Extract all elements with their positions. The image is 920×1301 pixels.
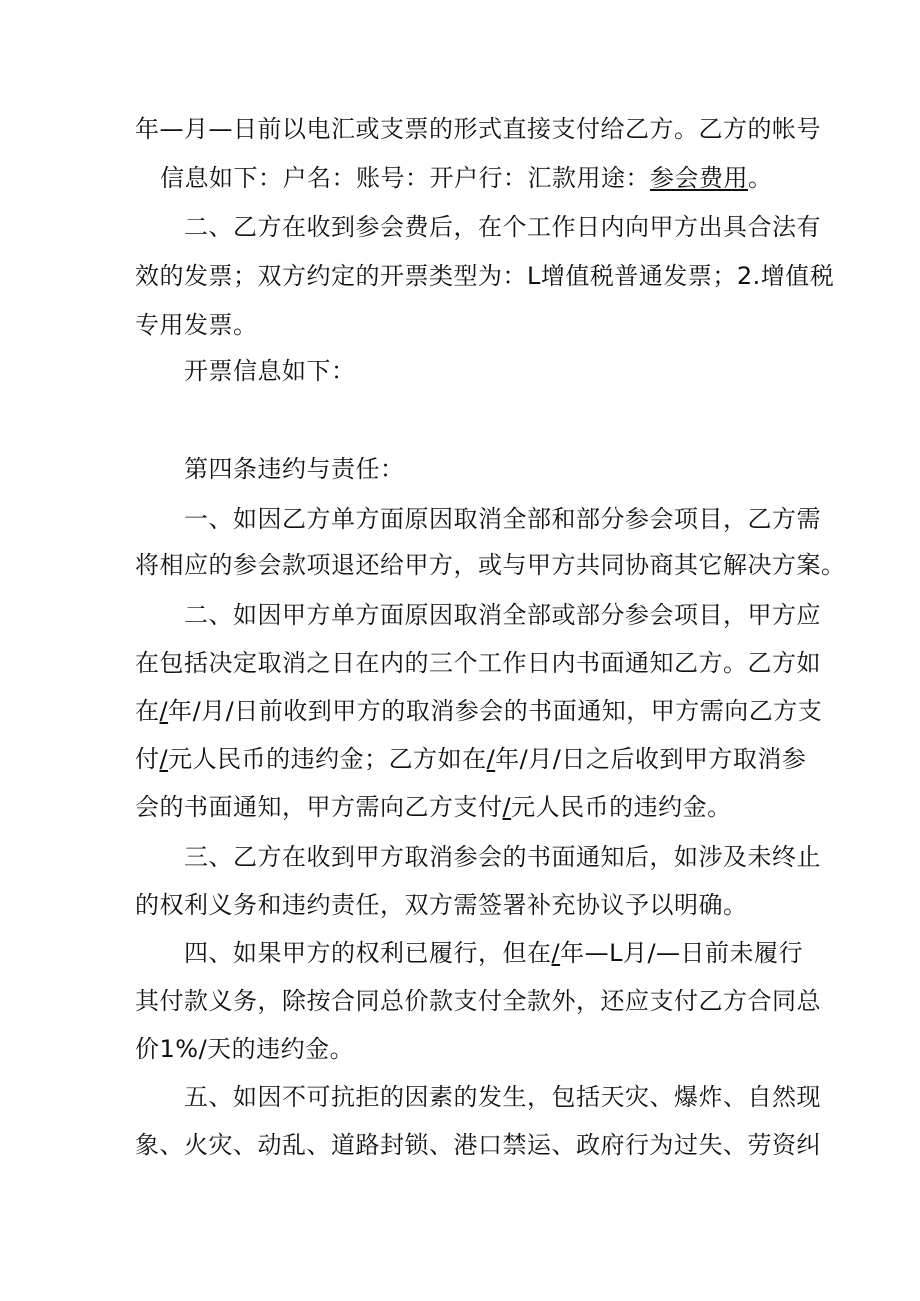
paragraph-line: 价1%/天的违约金。 — [135, 1035, 355, 1063]
text-span: 。 — [748, 164, 773, 192]
paragraph-line: 一、如因乙方单方面原因取消全部和部分参会项目，乙方需 — [184, 505, 821, 533]
paragraph-line: 开票信息如下： — [184, 357, 356, 385]
underlined-text: / — [551, 939, 561, 967]
text-span: 会的书面通知，甲方需向乙方支付 — [135, 793, 503, 821]
section-heading: 第四条违约与责任： — [184, 455, 405, 483]
paragraph-line — [160, 163, 773, 193]
text-span: 在 — [135, 697, 160, 725]
paragraph-line: 在包括决定取消之日在内的三个工作日内书面通知乙方。乙方如 — [135, 649, 821, 677]
paragraph-line: 五、如因不可抗拒的因素的发生，包括天灾、爆炸、自然现 — [184, 1083, 821, 1111]
paragraph-line: 二、乙方在收到参会费后，在个工作日内向甲方出具合法有 — [184, 213, 821, 241]
paragraph-line: 二、如因甲方单方面原因取消全部或部分参会项目，甲方应 — [184, 601, 821, 629]
paragraph-line: 的权利义务和违约责任，双方需签署补充协议予以明确。 — [135, 891, 748, 919]
paragraph-line — [135, 792, 732, 822]
underlined-text: / — [159, 697, 169, 725]
text-span: 元人民币的违约金。 — [511, 793, 732, 821]
text-span: 年/月/日前收到甲方的取消参会的书面通知，甲方需向乙方支 — [168, 697, 823, 725]
underlined-text: / — [502, 793, 512, 821]
paragraph-line: 年—月—日前以电汇或支票的形式直接支付给乙方。乙方的帐号 — [135, 115, 821, 143]
paragraph-line: 效的发票；双方约定的开票类型为：L增值税普通发票；2.增值税 — [135, 262, 835, 290]
underlined-text: / — [486, 745, 496, 773]
text-span: 四、如果甲方的权利已履行，但在 — [184, 939, 552, 967]
paragraph-line: 其付款义务，除按合同总价款支付全款外，还应支付乙方合同总 — [135, 987, 821, 1015]
text-span: 元人民币的违约金；乙方如在 — [168, 745, 487, 773]
paragraph-line: 三、乙方在收到甲方取消参会的书面通知后，如涉及未终止 — [184, 843, 821, 871]
text-span: 信息如下：户名：账号：开户行：汇款用途： — [160, 164, 650, 192]
paragraph-line: 专用发票。 — [135, 311, 258, 339]
paragraph-line — [135, 696, 822, 726]
underlined-text: 参会费用 — [650, 164, 748, 192]
paragraph-line — [184, 938, 803, 968]
paragraph-line: 将相应的参会款项退还给甲方，或与甲方共同协商其它解决方案。 — [135, 551, 846, 579]
underlined-text: / — [159, 745, 169, 773]
text-span: 付 — [135, 745, 160, 773]
text-span: 年—L月/—日前未履行 — [560, 939, 804, 967]
text-span: 年/月/日之后收到甲方取消参 — [495, 745, 807, 773]
paragraph-line: 象、火灾、动乱、道路封锁、港口禁运、政府行为过失、劳资纠 — [135, 1131, 821, 1159]
paragraph-line — [135, 744, 806, 774]
